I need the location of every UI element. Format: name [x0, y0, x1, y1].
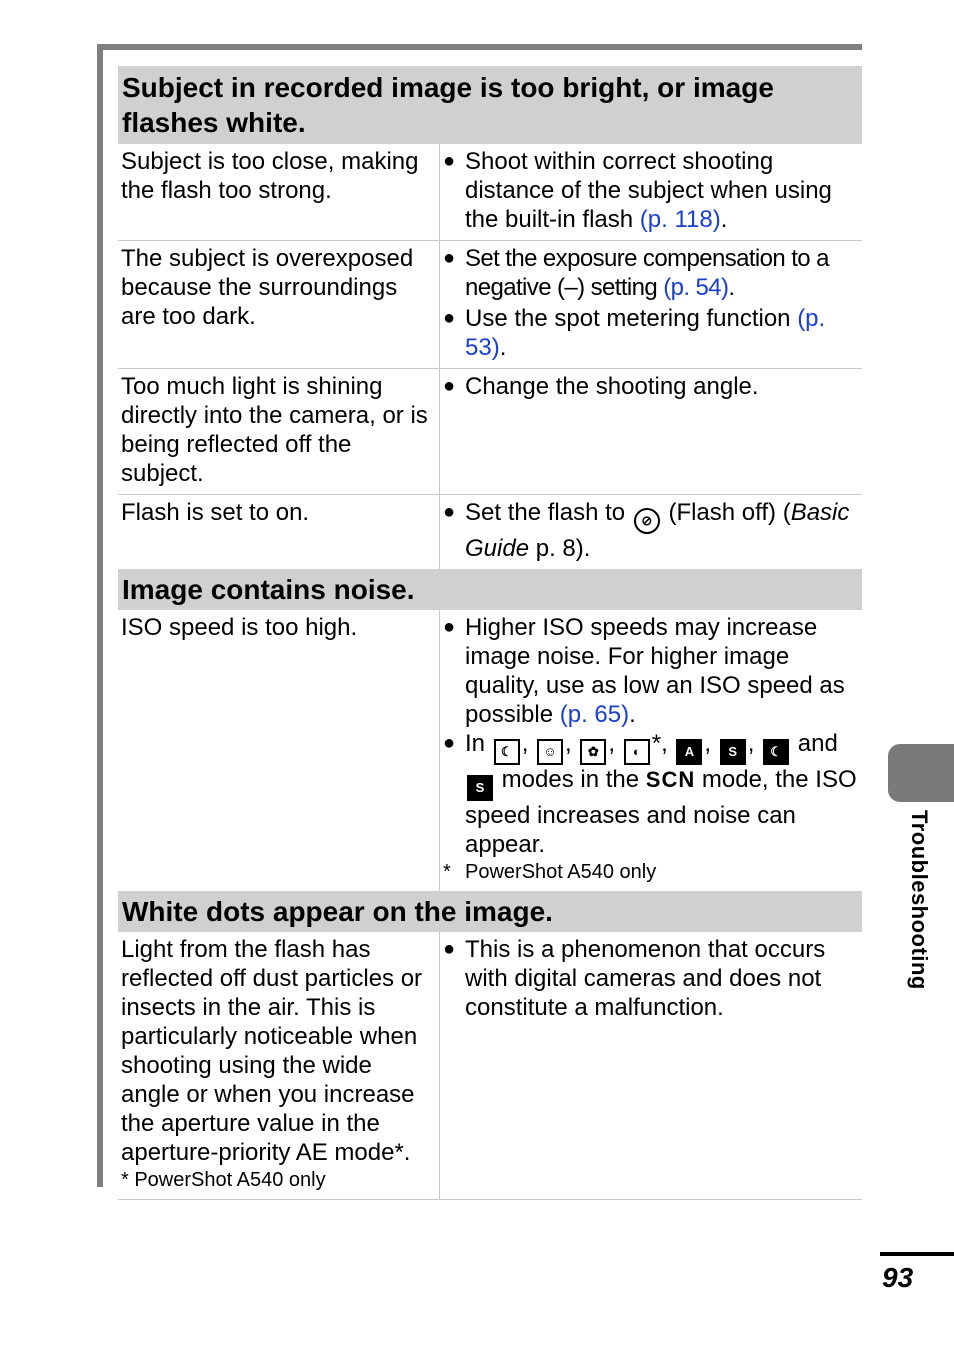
footnote-mark: *: [443, 861, 451, 883]
punctuation: .: [499, 334, 507, 361]
bullet-icon: ●: [443, 150, 456, 172]
bullet-icon: ●: [443, 938, 456, 960]
page-number-rule: [880, 1252, 954, 1256]
footnote: [443, 859, 858, 885]
remedy-text: p. 8).: [529, 535, 591, 562]
scn-mode-icon: SCN: [645, 767, 696, 792]
section-title: White dots appear on the image.: [118, 891, 862, 932]
remedy-cell: [440, 610, 862, 891]
bullet-icon: ●: [443, 375, 456, 397]
separator: ,: [608, 730, 616, 757]
bullet-icon: ●: [443, 247, 456, 269]
slow-shutter-icon: S: [467, 775, 493, 801]
page-link[interactable]: (p. 118): [639, 206, 721, 233]
side-label: Troubleshooting: [907, 810, 932, 990]
footnote-mark: *: [651, 730, 662, 757]
footnote-text: PowerShot A540 only: [465, 861, 657, 883]
manual-reference: Basic Guide: [465, 499, 850, 562]
cause-cell: ISO speed is too high.: [118, 610, 440, 891]
remedy-text: Higher ISO speeds may increase image noise. For higher image quality, use as low an ISO speed as possible: [465, 614, 845, 728]
kids-pets-icon: ☺: [537, 739, 563, 765]
section-tab: [888, 744, 954, 802]
remedy-text: Shoot within correct shooting distance of the subject when using the built-in flash: [465, 148, 832, 233]
page-link[interactable]: (p. 65): [559, 701, 630, 728]
table-row: [118, 495, 862, 569]
remedy-text: Change the shooting angle.: [465, 373, 759, 400]
color-accent-icon: A: [676, 739, 702, 765]
color-swap-icon: S: [720, 739, 746, 765]
cause-cell: The subject is overexposed because the surroundings are too dark.: [118, 241, 440, 368]
page-link[interactable]: (p. 54): [663, 274, 729, 301]
remedy-text: This is a phenomenon that occurs with digital cameras and does not constitute a malfunction.: [465, 936, 826, 1021]
night-scene-icon: ☾: [763, 739, 789, 765]
remedy-text: modes in the: [501, 766, 640, 793]
troubleshooting-table: [118, 66, 862, 1200]
bullet-icon: ●: [443, 501, 456, 523]
separator: ,: [747, 730, 755, 757]
cause-text: Light from the flash has reflected off dust particles or insects in the air. This is particularly noticeable when shooting using the wide angle or when you increase the aperture value in the aperture-priority AE mode*.: [121, 936, 423, 1166]
remedy-cell: [440, 932, 862, 1199]
section-title: Subject in recorded image is too bright, or image flashes white.: [118, 66, 862, 144]
remedy-item: [443, 244, 858, 302]
remedy-text: mode, the ISO speed increases and noise can appear.: [465, 766, 857, 858]
page-frame-left: [97, 44, 103, 1187]
bullet-icon: ●: [443, 307, 456, 329]
remedy-text: In: [465, 730, 486, 757]
remedy-item: [443, 613, 858, 729]
cause-cell: Flash is set to on.: [118, 495, 440, 569]
flash-off-icon: ⊘: [634, 508, 660, 534]
separator: ,: [704, 730, 712, 757]
page-frame-top: [97, 44, 862, 50]
remedy-text: Use the spot metering function: [465, 305, 798, 332]
table-row: [118, 932, 862, 1200]
table-row: [118, 369, 862, 495]
page-link[interactable]: (p. 53): [465, 305, 826, 361]
separator: ,: [565, 730, 572, 757]
cause-cell: Too much light is shining directly into the camera, or is being reflected off the subject.: [118, 369, 440, 494]
remedy-item: [443, 935, 858, 1022]
indoor-icon: ✿: [580, 739, 606, 765]
remedy-cell: [440, 495, 862, 569]
table-row: [118, 241, 862, 369]
separator: ,: [521, 730, 529, 757]
punctuation: .: [629, 701, 636, 728]
table-row: [118, 144, 862, 241]
remedy-text: Set the exposure compensation to a negative (–) setting: [465, 245, 829, 301]
punctuation: .: [720, 206, 728, 233]
aquarium-icon: ◐: [624, 739, 650, 765]
remedy-item: [443, 372, 858, 401]
remedy-text: and: [797, 730, 838, 757]
remedy-text: (Flash off) (: [661, 499, 791, 526]
remedy-text: Set the flash to: [465, 499, 632, 526]
remedy-item: [443, 729, 858, 859]
bullet-icon: ●: [443, 616, 456, 638]
page-number: 93: [882, 1262, 914, 1293]
separator: ,: [661, 730, 668, 757]
punctuation: .: [728, 274, 735, 301]
cause-cell: [118, 932, 440, 1199]
remedy-cell: [440, 369, 862, 494]
remedy-item: [443, 498, 858, 563]
remedy-cell: [440, 241, 862, 368]
table-row: [118, 610, 862, 891]
remedy-cell: [440, 144, 862, 240]
remedy-item: [443, 147, 858, 234]
cause-cell: Subject is too close, making the flash too strong.: [118, 144, 440, 240]
remedy-item: [443, 304, 858, 362]
bullet-icon: ●: [443, 732, 456, 754]
footnote-text: * PowerShot A540 only: [121, 1169, 326, 1191]
section-title: Image contains noise.: [118, 569, 862, 610]
night-snapshot-icon: ☾: [494, 739, 520, 765]
